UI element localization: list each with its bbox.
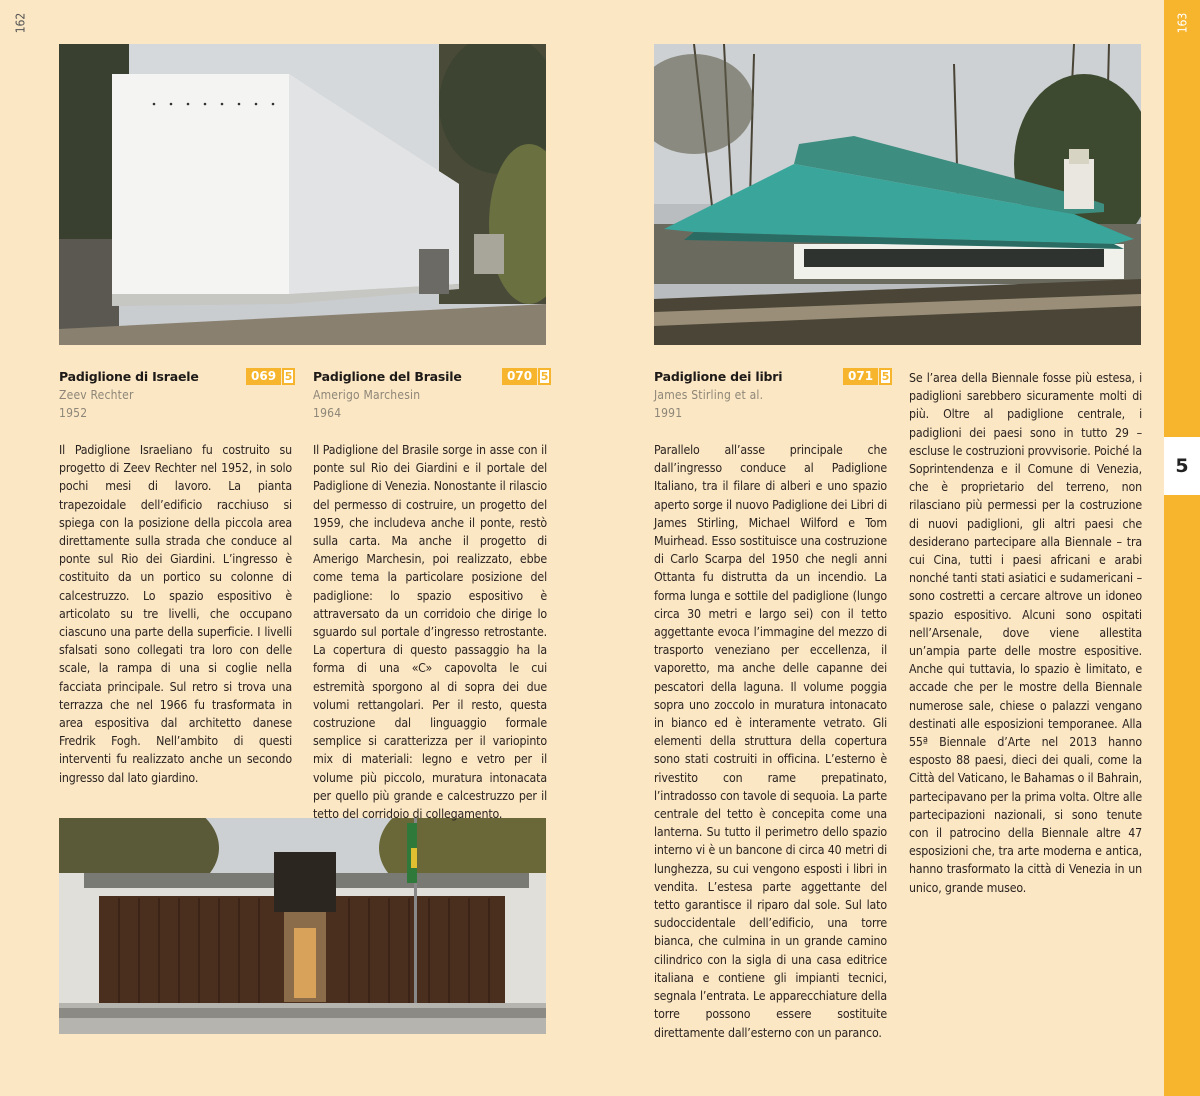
entry-year: 1964: [313, 406, 342, 420]
entry-body: Il Padiglione del Brasile sorge in asse con il ponte sul Rio dei Giardini e il portale del Padiglione di Venezia. Nonostante il rilascio del permesso di costruire, un progetto del 1959, che includeva anche il ponte, restò sulla carta. Ma anche il progetto di Amerigo Marchesin, poi realizzato, ebbe come tema la particolare posizione del padiglione: lo spazio espositivo è attraversato da un corridoio che dirige lo sguardo sul portale d’ingresso retrostante. La copertura di questo passaggio ha la forma di una «C» capovolta le cui estremità sporgono al di sopra dei due volumi rettangolari. Per il resto, questa costruzione dal linguaggio formale semplice si caratterizza per il variopinto mix di materiali: legno e vetro per il volume più piccolo, muratura intonacata per quello più grande e calcestruzzo per il tetto del corridoio di collegamento.: [313, 443, 547, 822]
entry-architect: Amerigo Marchesin: [313, 388, 421, 402]
page-number-right: 163: [1175, 12, 1190, 34]
page-number-left: 162: [13, 12, 28, 34]
entry-year: 1991: [654, 406, 683, 420]
entry-badge: [502, 368, 551, 385]
entry-architect: Zeev Rechter: [59, 388, 134, 402]
entry-year: 1952: [59, 406, 88, 420]
entry-title: Padiglione di Israele: [59, 369, 199, 384]
entry-category: 5: [282, 368, 295, 385]
photo-israel-pavilion: [59, 44, 546, 345]
entry-title: Padiglione del Brasile: [313, 369, 462, 384]
entry-category: 5: [879, 368, 892, 385]
entry-badge: [246, 368, 295, 385]
entry-architect: James Stirling et al.: [654, 388, 764, 402]
entry-category: 5: [538, 368, 551, 385]
entry-code: 070: [502, 368, 537, 385]
entry-code: 069: [246, 368, 281, 385]
photo-brazil-pavilion: [59, 818, 546, 1034]
entry-body: Il Padiglione Israeliano fu costruito su progetto di Zeev Rechter nel 1952, in solo pochi mesi di lavoro. La pianta trapezoidale dell’edificio racchiuso si spiega con la posizione della piccola area direttamente sulla strada che conduce al ponte sul Rio dei Giardini. L’ingresso è costituito da un portico su colonne di calcestruzzo. Lo spazio espositivo è articolato su tre livelli, che occupano ciascuno una parte della superficie. I livelli sfalsati sono collegati tra loro con delle scale, la rampa di una si coglie nella facciata principale. Sul retro si trova una terrazza che nel 1966 fu trasformata in area espositiva dal architetto danese Fredrik Fogh. Nell’ambito di questi interventi fu realizzato anche un secondo ingresso dal lato giardino.: [59, 443, 292, 785]
photo-book-pavilion: [654, 44, 1141, 345]
chapter-tab: 5: [1164, 437, 1200, 495]
entry-code: 071: [843, 368, 878, 385]
entry-badge: [843, 368, 892, 385]
chapter-sidebar: [1164, 0, 1200, 1096]
entry-body: Parallelo all’asse principale che dall’ingresso conduce al Padiglione Italiano, tra il filare di alberi e uno spazio aperto sorge il nuovo Padiglione dei Libri di James Stirling, Michael Wilford e Tom Muirhead. Esso sostituisce una costruzione di Carlo Scarpa del 1950 che negli anni Ottanta fu distrutta da un incendio. La forma lunga e sottile del padiglione (lungo circa 30 metri e largo sei) con il tetto aggettante evoca l’immagine del mezzo di trasporto veneziano per eccellenza, il vaporetto, ma anche delle capanne dei pescatori della laguna. Il volume poggia sopra uno zoccolo in muratura intonacato in bianco ed è interamente vetrato. Gli elementi della struttura della copertura sono stati costruiti in officina. L’esterno è rivestito con rame prepatinato, l’intradosso con tavole di sequoia. La parte centrale del tetto è concepita come una lanterna. Su tutto il perimetro dello spazio interno vi è un bancone di circa 40 metri di lunghezza, su cui vengono esposti i libri in vendita. L’estesa parte aggettante del tetto garantisce il riparo dal sole. Sul lato sudoccidentale dell’edificio, una torre bianca, che culmina in un grande camino cilindrico con la sigla di una casa editrice italiana e contiene gli impianti tecnici, segnala l’entrata. Le apparecchiature della torre possono essere sostituite direttamente dall’esterno con un paranco.: [654, 443, 887, 1040]
sidebar-text: Se l’area della Biennale fosse più estesa, i padiglioni sarebbero sicuramente molti di più. Oltre al padiglione centrale, i padiglioni dei paesi sono in tutto 29 – escluse le costruzioni provvisorie. Poiché la Soprintendenza e il Comune di Venezia, che è proprietario del terreno, non rilasciano più permessi per la costruzione di nuovi padiglioni, gli altri paesi che desiderano partecipare alla Biennale – tra cui Cina, tutti i paesi africani e arabi nonché tanti stati asiatici e sudamericani – sono costretti a cercare altrove un idoneo spazio espositivo. Alcuni sono ospitati nell’Arsenale, dove viene allestita un’ampia parte delle mostre espositive. Anche qui tuttavia, lo spazio è limitato, e accade che per le mostre della Biennale numerose sale, chiese o palazzi vengano destinati alle esposizioni temporanee. Alla 55ª Biennale d’Arte nel 2013 hanno esposto 88 paesi, dieci dei quali, come la Città del Vaticano, le Bahamas o il Bahrain, partecipavano per la prima volta. Oltre alle partecipazioni nazionali, si sono tenute con il patrocino della Biennale altre 47 esposizioni che, tra arte moderna e antica, hanno trasformato la città di Venezia in un unico, grande museo.: [909, 371, 1142, 895]
entry-title: Padiglione dei libri: [654, 369, 783, 384]
